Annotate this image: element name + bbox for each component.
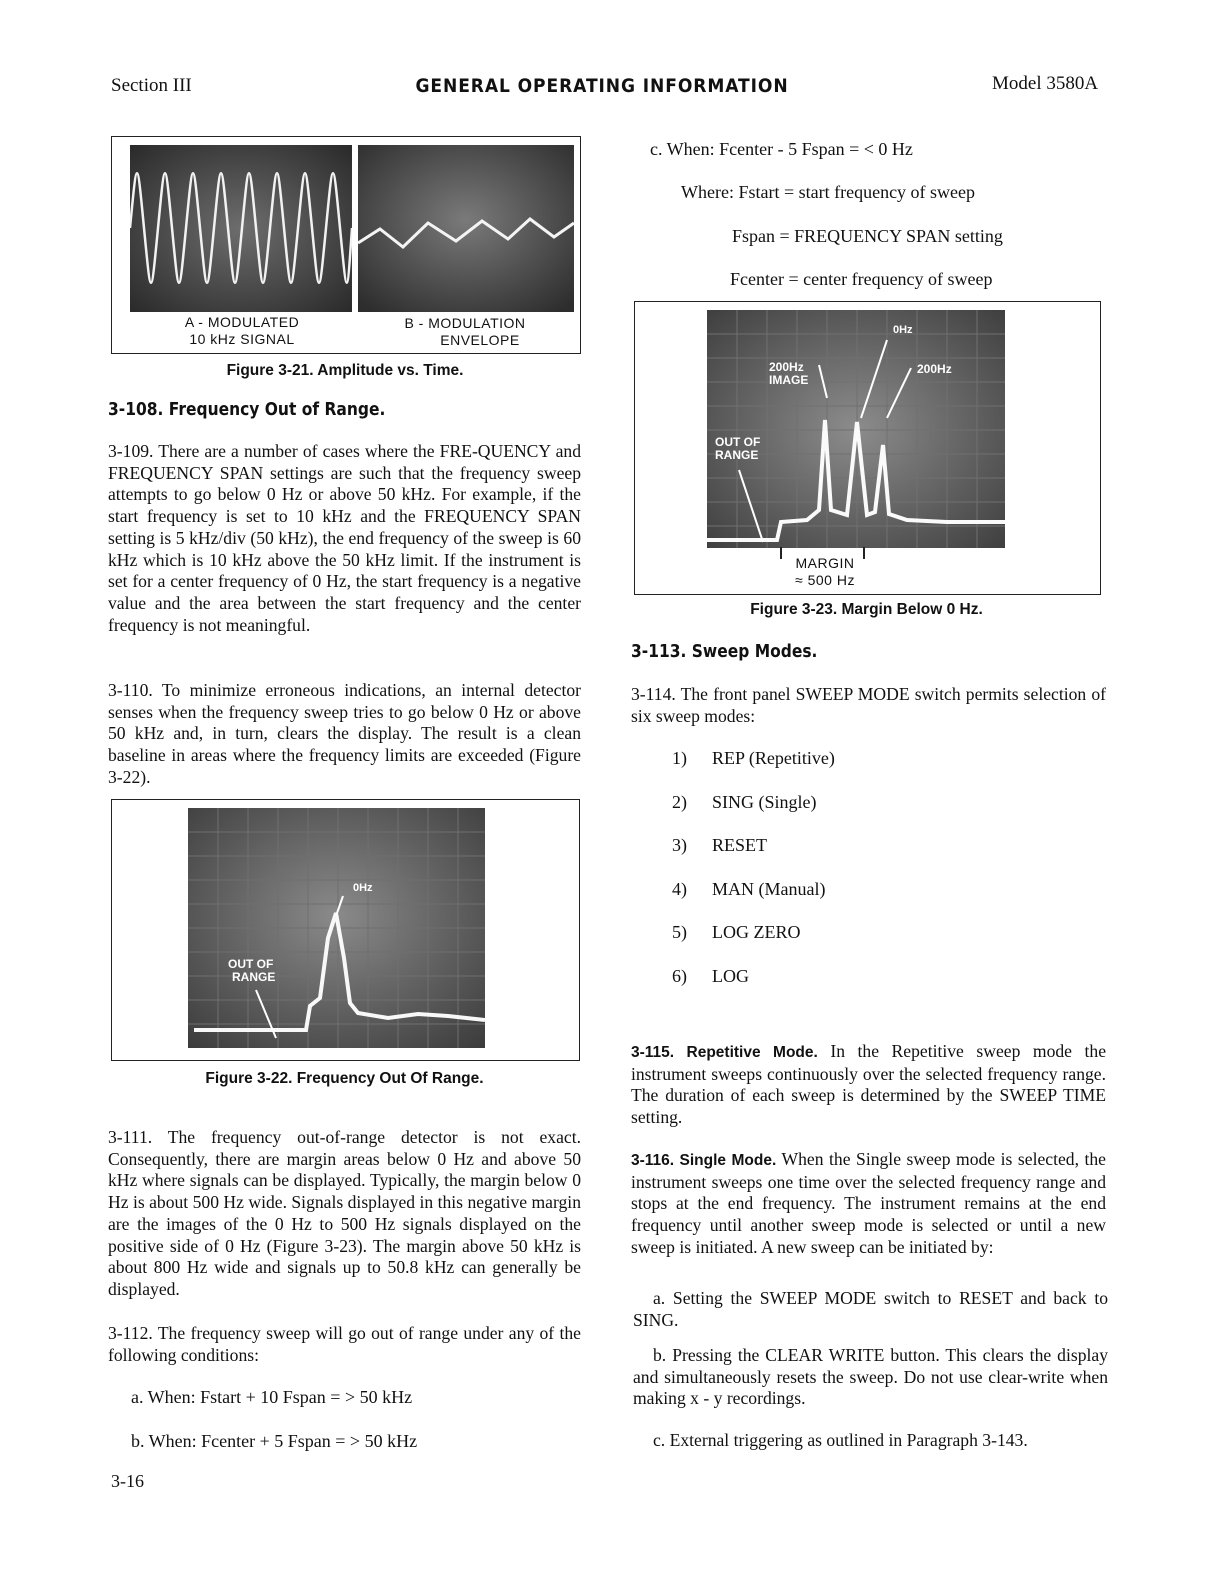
heading-3-113: 3-113. Sweep Modes. [631,641,818,662]
page-number: 3-16 [111,1471,144,1491]
paragraph-3-111: 3-111. The frequency out-of-range detector is not exact. Consequently, there are margin areas below 0 Hz and above 50 kHz where signals can be displayed. Typically, the margin below 0 Hz is about 500 Hz wide. Signals displayed in this negative margin are the images of the 0 Hz to 500 Hz signals displayed on the positive side of 0 Hz (Figure 3-23). The margin above 50 kHz is about 800 Hz wide and signals up to 50.8 kHz can generally be displayed. [108,1127,581,1299]
condition-b: b. When: Fcenter + 5 Fspan = > 50 kHz [131,1431,418,1451]
figure-3-22-caption: Figure 3-22. Frequency Out Of Range. [205,1070,484,1087]
paragraph-3-112: 3-112. The frequency sweep will go out of range under any of the following conditions: [108,1323,581,1365]
out-of-range-trace [188,808,485,1048]
modulated-signal-trace [130,145,352,312]
item-a: a. Setting the SWEEP MODE switch to RESET and back to SING. [633,1288,1108,1330]
condition-a: a. When: Fstart + 10 Fspan = > 50 kHz [131,1387,413,1407]
list-item: 3) RESET [672,835,768,856]
margin-below-0hz-photo [707,310,1005,548]
paragraph-3-114: 3-114. The front panel SWEEP MODE switch permits selection of six sweep modes: [631,684,1106,726]
item-b: b. Pressing the CLEAR WRITE button. This clears the display and simultaneously resets the sweep. Do not use clear-write when making x - y recordings. [633,1345,1108,1409]
list-item: 1) REP (Repetitive) [672,748,835,768]
paragraph-3-115-lead: 3-115. Repetitive Mode. [631,1044,818,1061]
fig22-out-of-range-label: OUT OF RANGE [228,957,276,984]
fig22-0hz-label: 0Hz [353,882,373,894]
figure-3-23-caption: Figure 3-23. Margin Below 0 Hz. [750,601,983,618]
modulated-signal-photo [130,145,352,312]
fig23-0hz-label: 0Hz [893,324,913,336]
margin-label: MARGIN ≈ 500 Hz [795,555,855,588]
list-item: 5) LOG ZERO [672,922,801,943]
where-fcenter: Fcenter = center frequency of sweep [730,269,993,289]
where-fspan: Fspan = FREQUENCY SPAN setting [732,226,1003,246]
section-label: Section III [111,75,192,96]
fig23-image-label: 200Hz IMAGE [769,360,809,387]
figure-3-21-caption: Figure 3-21. Amplitude vs. Time. [226,362,464,379]
list-item: 2) SING (Single) [672,791,817,812]
figure-3-22 [111,799,580,1061]
list-item: 4) MAN (Manual) [672,878,826,899]
model-label: Model 3580A [992,73,1099,94]
paragraph-3-116-lead: 3-116. Single Mode. [631,1152,777,1169]
heading-3-108: 3-108. Frequency Out of Range. [108,399,386,420]
paragraph-3-116: 3-116. Single Mode. When the Single sweep mode is selected, the instrument sweeps one time over the selected frequency range and stops at the end frequency. The instrument remains at the end frequency until another sweep mode is selected or until a new sweep is initiated. A new sweep can be initiated by: [631,1149,1106,1257]
label-b: B - MODULATION ENVELOPE [404,315,526,348]
paragraph-3-109: 3-109. There are a number of cases where the FRE-QUENCY and FREQUENCY SPAN settings are such that the frequency sweep attempts to go below 0 Hz or above 50 kHz. For example, if the start frequency is set to 10 kHz and the FREQUENCY SPAN setting is 5 kHz/div (50 kHz), the end frequency of the sweep is 60 kHz which is 10 kHz above the 50 kHz limit. If the instrument is set for a center frequency of 0 Hz, the start frequency is a negative value and the area between the start frequency and the center frequency is not meaningful. [108,441,581,635]
fig23-200hz-label: 200Hz [917,362,952,376]
item-c: c. External triggering as outlined in Paragraph 3-143. [653,1430,1028,1450]
envelope-trace [358,145,574,312]
paragraph-3-115: 3-115. Repetitive Mode. In the Repetitive sweep mode the instrument sweeps continuously over the selected frequency range. The duration of each sweep is determined by the SWEEP TIME setting. [631,1041,1106,1128]
where-fstart: Where: Fstart = start frequency of sweep [681,182,976,202]
figure-3-23 [634,301,1101,595]
page-title: GENERAL OPERATING INFORMATION [415,75,789,97]
label-a: A - MODULATED 10 kHz SIGNAL [184,314,300,347]
fig23-out-of-range-label: OUT OF RANGE [715,435,761,462]
margin-trace [707,310,1005,548]
modulation-envelope-photo [358,145,574,312]
sweep-mode-list [672,748,972,1010]
list-item: 6) LOG [672,965,749,986]
figure-3-21 [111,136,581,354]
paragraph-3-110: 3-110. To minimize erroneous indications, an internal detector senses when the frequency sweep tries to go below 0 Hz or above 50 kHz and, in turn, clears the display. The result is a clean baseline in areas where the frequency limits are exceeded (Figure 3-22). [108,680,581,787]
condition-c: c. When: Fcenter - 5 Fspan = < 0 Hz [650,139,913,159]
out-of-range-photo [188,808,485,1048]
